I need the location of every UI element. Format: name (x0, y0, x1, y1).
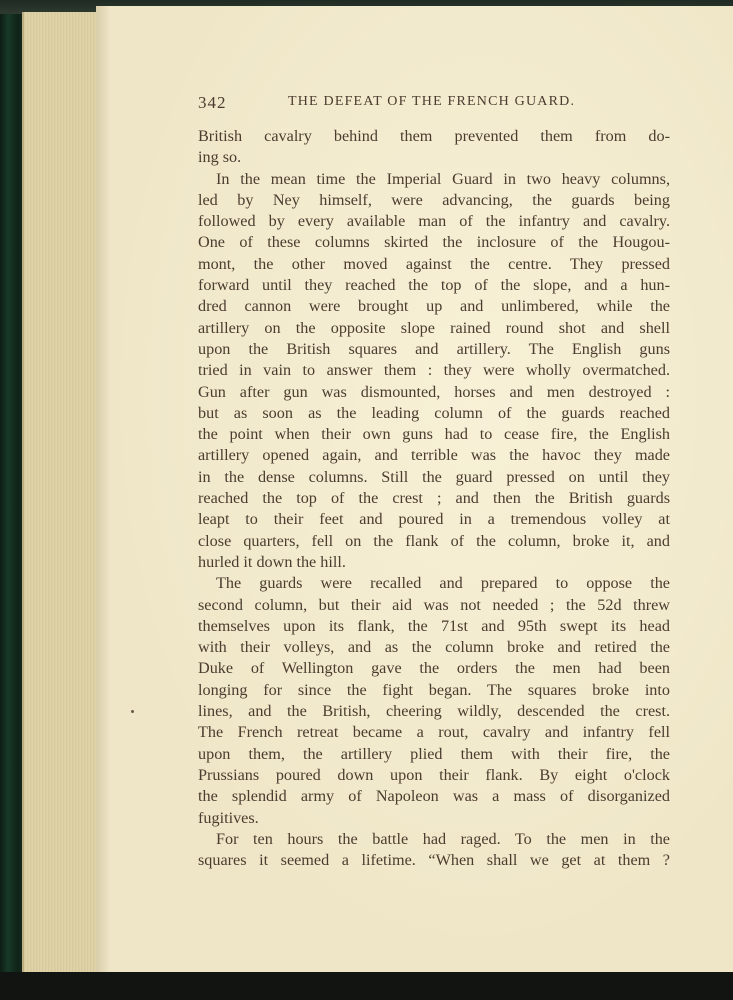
text-line: lines, and the British, cheering wildly, descended the crest. (198, 702, 670, 721)
text-line: One of these columns skirted the inclosure of the Hougou- (198, 233, 670, 252)
text-line: second column, but their aid was not needed ; the 52d threw (198, 595, 670, 614)
text-line: fugitives. (198, 808, 259, 827)
text-line: artillery on the opposite slope rained round shot and shell (198, 318, 670, 337)
text-line: followed by every available man of the infantry and cavalry. (198, 212, 670, 231)
body-text (198, 126, 670, 871)
scan-bottom-edge (0, 972, 733, 1000)
text-line: hurled it down the hill. (198, 552, 346, 571)
text-line: Duke of Wellington gave the orders the men had been (198, 659, 670, 678)
text-line: upon them, the artillery plied them with their fire, the (198, 744, 670, 763)
text-line: led by Ney himself, were advancing, the guards being (198, 190, 670, 209)
text-line: ing so. (198, 148, 242, 167)
text-line: British cavalry behind them prevented them from do- (198, 127, 670, 145)
text-line: For ten hours the battle had raged. To the men in the (216, 829, 670, 848)
text-line: dred cannon were brought up and unlimbered, while the (198, 297, 670, 316)
text-line: The guards were recalled and prepared to oppose the (216, 574, 670, 593)
text-line: longing for since the fight began. The squares broke into (198, 680, 670, 699)
text-line: artillery opened again, and terrible was the havoc they made (198, 446, 670, 465)
book-page-edges (22, 12, 102, 972)
text-line: close quarters, fell on the flank of the column, broke it, and (198, 531, 670, 550)
text-line: themselves upon its flank, the 71st and 95th swept its head (198, 616, 670, 635)
text-line: the point when their own guns had to cease fire, the English (198, 425, 670, 444)
text-line: the splendid army of Napoleon was a mass of disorganized (198, 787, 670, 806)
text-line: squares it seemed a lifetime. “When shall we get at them ? (198, 851, 670, 870)
page-number: 342 (198, 93, 227, 112)
text-line: but as soon as the leading column of the guards reached (198, 403, 670, 422)
text-line: Prussians poured down upon their flank. By eight o'clock (198, 765, 670, 784)
text-line: Gun after gun was dismounted, horses and men destroyed : (198, 382, 670, 401)
text-line: leapt to their feet and poured in a tremendous volley at (198, 510, 670, 529)
text-line: The French retreat became a rout, cavalry and infantry fell (198, 723, 670, 742)
text-line: mont, the other moved against the centre. They pressed (198, 254, 670, 273)
text-line: with their volleys, and as the column broke and retired the (198, 638, 670, 657)
text-line: reached the top of the crest ; and then the British guards (198, 489, 670, 508)
text-line: tried in vain to answer them : they were wholly overmatched. (198, 361, 670, 380)
text-line: In the mean time the Imperial Guard in two heavy columns, (216, 169, 670, 188)
text-line: upon the British squares and artillery. The English guns (198, 339, 670, 358)
ink-speck (131, 710, 134, 713)
running-head: THE DEFEAT OF THE FRENCH GUARD. (288, 94, 576, 109)
text-line: forward until they reached the top of the slope, and a hun- (198, 276, 670, 295)
text-line: in the dense columns. Still the guard pressed on until they (198, 467, 670, 486)
